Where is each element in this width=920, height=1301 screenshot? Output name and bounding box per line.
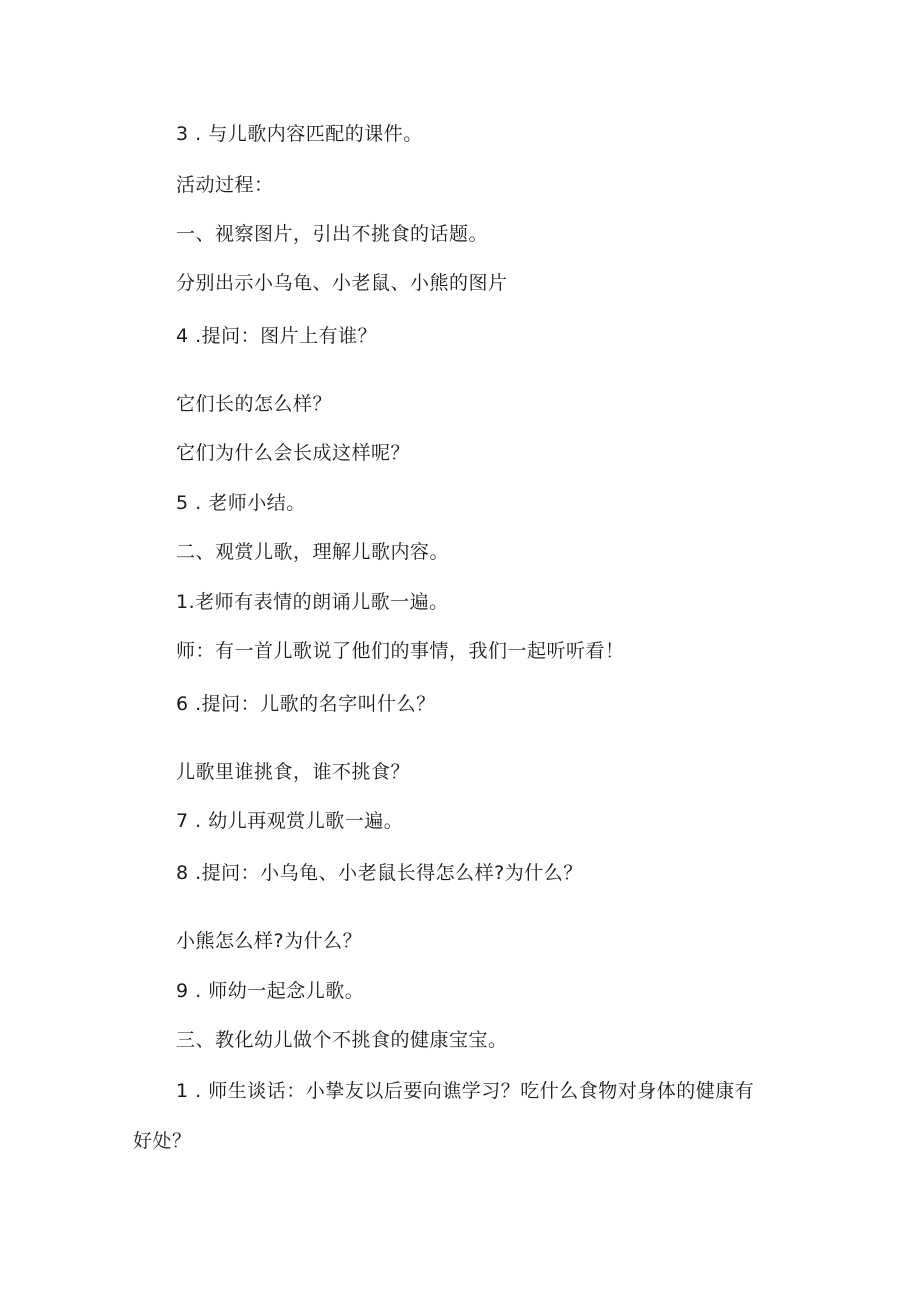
text-line: 7 . 幼儿再观赏儿歌一遍。 xyxy=(176,810,404,832)
text-line: 小熊怎么样?为什么？ xyxy=(176,930,363,952)
text-line: 它们为什么会长成这样呢？ xyxy=(176,442,411,464)
text-line: 它们长的怎么样？ xyxy=(176,393,333,415)
text-line: 好处？ xyxy=(133,1130,192,1152)
text-line: 1 . 师生谈话：小挚友以后要向谯学习？吃什么食物对身体的健康有 xyxy=(176,1080,755,1102)
text-line: 师：有一首儿歌说了他们的事情，我们一起听听看！ xyxy=(176,640,625,662)
text-line: 6 .提问：儿歌的名字叫什么？ xyxy=(176,693,436,715)
text-line: 儿歌里谁挑食，谁不挑食？ xyxy=(176,761,411,783)
text-line: 二、观赏儿歌，理解儿歌内容。 xyxy=(176,541,450,563)
text-line: 9 . 师幼一起念儿歌。 xyxy=(176,980,365,1002)
text-line: 一、视察图片，引出不挑食的话题。 xyxy=(176,223,489,245)
text-line: 活动过程： xyxy=(176,174,274,196)
text-line: 8 .提问：小乌龟、小老鼠长得怎么样?为什么？ xyxy=(176,862,583,884)
text-line: 分别出示小乌龟、小老鼠、小熊的图片 xyxy=(176,272,508,294)
text-line: 4 .提问：图片上有谁？ xyxy=(176,325,378,347)
text-line: 5 . 老师小结。 xyxy=(176,492,306,514)
text-line: 3 . 与儿歌内容匹配的课件。 xyxy=(176,123,423,145)
text-line: 1.老师有表情的朗诵儿歌一遍。 xyxy=(176,591,449,613)
text-line: 三、教化幼儿做个不挑食的健康宝宝。 xyxy=(176,1029,508,1051)
